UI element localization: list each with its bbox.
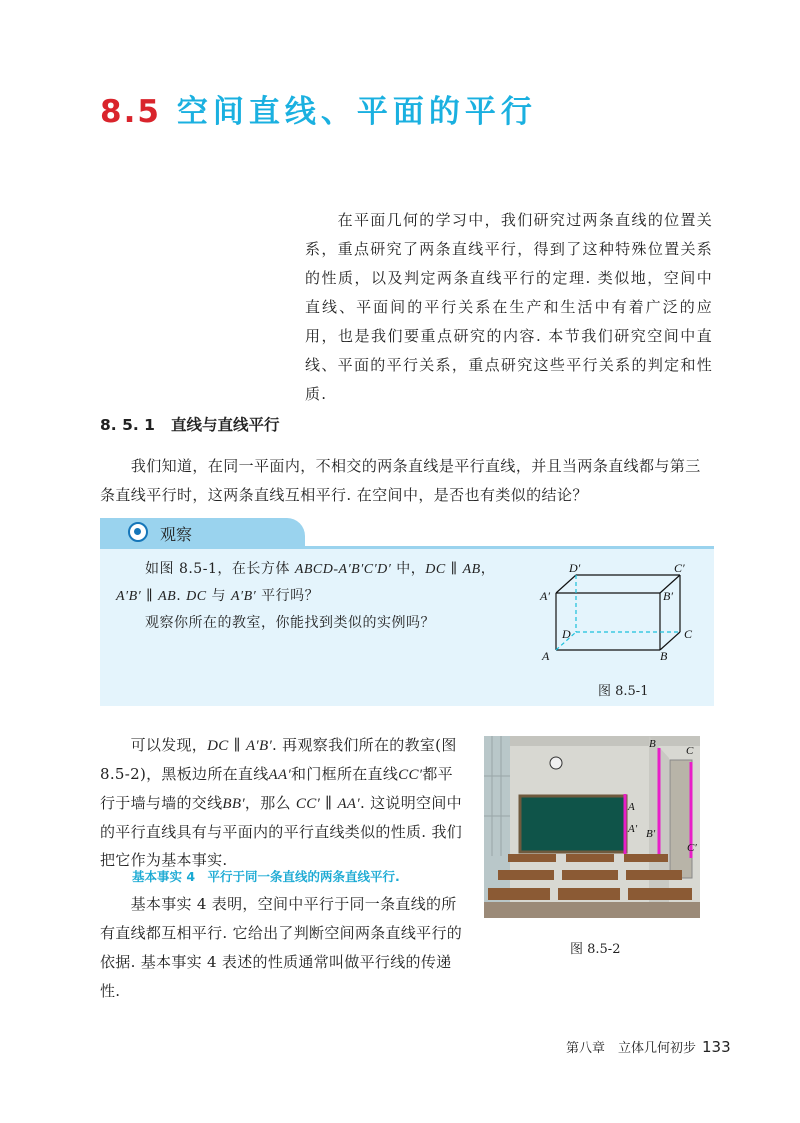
p2-m6: CC′ xyxy=(295,796,321,812)
obs-m5: AB xyxy=(158,589,177,604)
obs-t5: 与 xyxy=(206,588,231,604)
p2-t1: 可以发现， xyxy=(130,736,208,754)
photo-label-c: C xyxy=(686,745,694,757)
classroom-photo xyxy=(484,736,700,918)
p2-m7: AA′ xyxy=(337,796,360,812)
intro-text: 在平面几何的学习中，我们研究过两条直线的位置关系，重点研究了两条直线平行，得到了这种特殊位置关系的性质，以及判定两条直线平行的定理. 类似地，空间中直线、平面间的平行关系在生产和生活中有着广泛的应用，也是我们要重点研究的内容. 本节我们研究空间中直线、平面的平行关系，重点研究这些平行关系的判定和性质. xyxy=(305,211,713,403)
paragraph-1 xyxy=(100,452,715,510)
obs-t2: 中， xyxy=(391,561,426,577)
obs-t7: 观察你所在的教室，你能找到类似的实例吗？ xyxy=(145,615,435,631)
door xyxy=(670,760,692,878)
label-d: D xyxy=(562,627,571,641)
page-number: 133 xyxy=(702,1038,731,1056)
p2-m5: BB′ xyxy=(222,796,245,812)
edge-a1d1 xyxy=(556,575,576,593)
label-c1: C′ xyxy=(674,561,685,575)
photo-label-c1: C′ xyxy=(687,842,697,854)
subsection-number: 8. 5. 1 xyxy=(100,416,155,434)
subsection-title xyxy=(100,413,279,435)
photo-label-b: B xyxy=(649,738,656,750)
target-icon xyxy=(128,522,148,542)
obs-m3: AB xyxy=(462,562,481,577)
basic-fact-4: 基本事实 4 平行于同一条直线的两条直线平行. xyxy=(132,869,400,884)
observe-label: 观察 xyxy=(160,525,193,544)
paragraph-2 xyxy=(100,731,468,874)
obs-t3: ， xyxy=(480,561,496,577)
obs-m2: DC xyxy=(425,562,446,577)
obs-t4: . xyxy=(176,588,187,604)
ceiling xyxy=(484,736,700,746)
footer-chapter: 第八章 立体几何初步 xyxy=(566,1041,697,1056)
obs-m6: DC xyxy=(186,589,207,604)
p2-m1: DC xyxy=(207,738,229,754)
p2-t2: . 再观察我们所在的教室(图8.5-2)，黑板边所在直线 xyxy=(100,736,457,783)
obs-parallel-2: ∥ xyxy=(141,588,159,604)
cuboid-figure xyxy=(536,558,696,668)
observe-text xyxy=(116,556,531,636)
desks xyxy=(488,854,692,900)
figure-2-caption: 图 8.5-2 xyxy=(570,942,621,957)
p2-t5: ，那么 xyxy=(244,794,296,812)
photo-label-a: A xyxy=(628,801,635,813)
photo-label-b1: B′ xyxy=(646,828,656,840)
photo-label-a1: A′ xyxy=(628,823,638,835)
label-c: C xyxy=(684,627,693,641)
page-footer xyxy=(566,1037,731,1056)
subsection-title-text: 直线与直线平行 xyxy=(170,416,280,434)
clock-icon xyxy=(550,757,562,769)
edge-bc xyxy=(660,632,680,650)
label-d1: D′ xyxy=(569,561,581,575)
p2-t6: . 这说明空间中的平行直线具有与平面内的平行直线类似的性质. 我们把它作为基本事实. xyxy=(100,794,463,869)
p2-t4: 都平行于墙与墙的交线 xyxy=(100,765,453,812)
blackboard xyxy=(520,796,626,852)
label-a1: A′ xyxy=(540,589,550,603)
obs-m4: A′B′ xyxy=(116,589,142,604)
obs-parallel-1: ∥ xyxy=(445,561,463,577)
intro-paragraph xyxy=(305,206,713,409)
paragraph-3-text: 基本事实 4 表明，空间中平行于同一条直线的所有直线都互相平行. 它给出了判断空间两条直线平行的依据. 基本事实 4 表述的性质通常叫做平行线的传递性. xyxy=(100,895,463,1000)
obs-m1: ABCD-A′B′C′D′ xyxy=(294,562,392,577)
obs-t6: 平行吗？ xyxy=(256,588,320,604)
p2-t3: 和门框所在直线 xyxy=(291,765,399,783)
section-number: 8.5 xyxy=(100,94,161,130)
label-a: A xyxy=(542,649,550,663)
paragraph-1-text: 我们知道，在同一平面内，不相交的两条直线是平行直线，并且当两条直线都与第三条直线平行时，这两条直线互相平行. 在空间中，是否也有类似的结论？ xyxy=(100,457,701,504)
p2-m2: A′B′ xyxy=(245,738,273,754)
p2-m4: CC′ xyxy=(398,767,423,783)
obs-t1: 如图 8.5-1，在长方体 xyxy=(145,561,295,577)
obs-m7: A′B′ xyxy=(230,589,257,604)
section-title xyxy=(100,86,537,131)
floor xyxy=(484,902,700,918)
p2-parallel-2: ∥ xyxy=(320,794,338,812)
section-title-text: 空间直线、平面的平行 xyxy=(176,94,537,130)
label-b1: B′ xyxy=(663,589,673,603)
p2-m3: AA′ xyxy=(268,767,292,783)
p2-parallel-1: ∥ xyxy=(228,736,246,754)
label-b: B xyxy=(660,649,668,663)
paragraph-3 xyxy=(100,890,468,1006)
figure-1-caption: 图 8.5-1 xyxy=(598,684,649,699)
